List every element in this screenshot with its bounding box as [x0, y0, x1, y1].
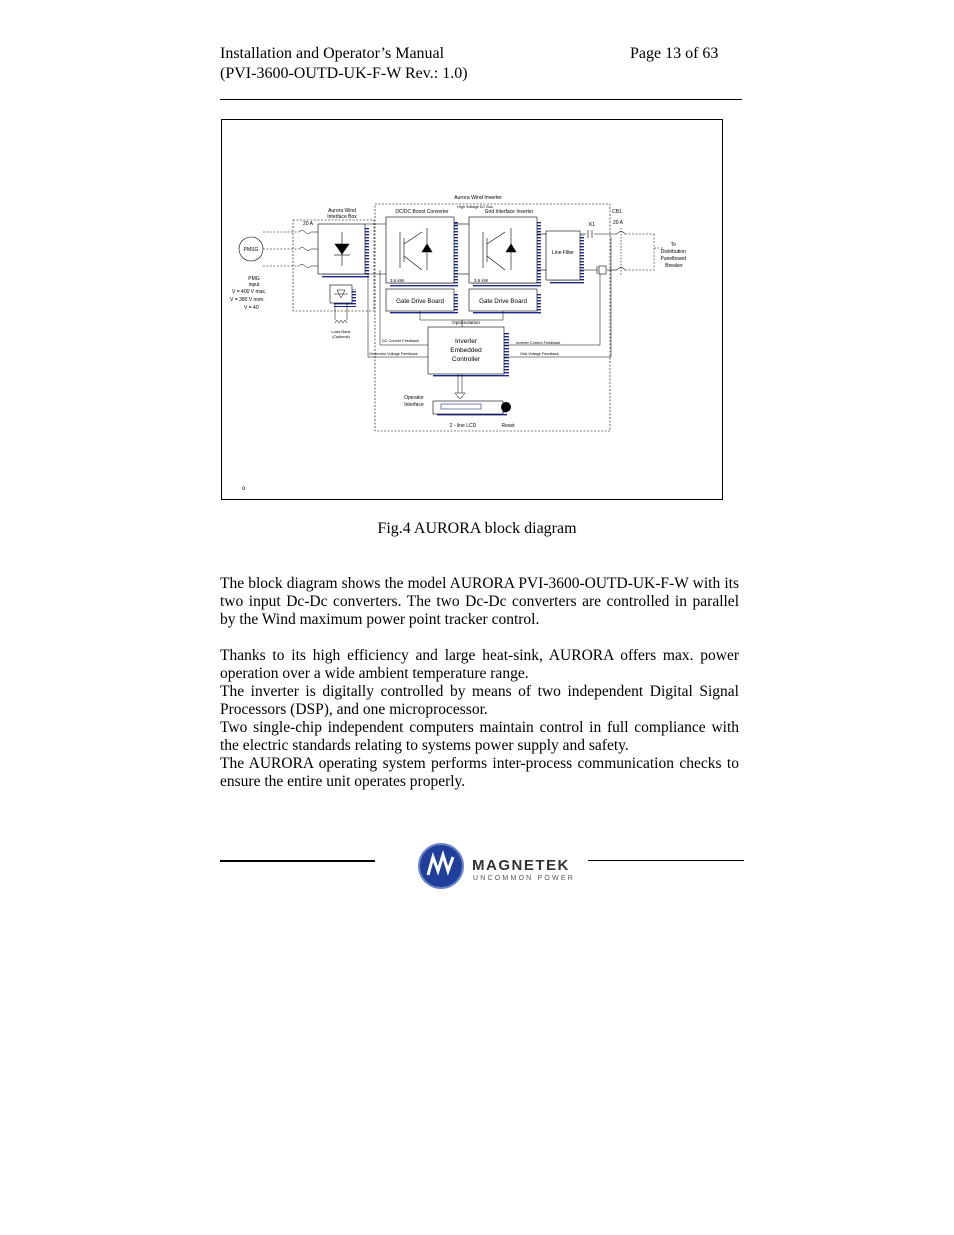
- paragraph-4: Two single-chip independent computers maintain control in full compliance with the electric standards relating to systems power supply and safety.: [220, 719, 739, 754]
- interface-box-label: Aurora Wind Interface Box: [327, 208, 357, 220]
- footer-rule-left: [220, 860, 375, 862]
- fuse-left-label: 20 A: [302, 221, 314, 227]
- lcd-label: 2 - line LCD: [449, 423, 477, 429]
- block-diagram: [222, 120, 724, 501]
- power-left-label: 3.6 kW: [390, 278, 405, 283]
- paragraph-1: The block diagram shows the model AURORA PVI-3600-OUTD-UK-F-W with its two input Dc-Dc converters. The two Dc-Dc converters are controlled in parallel by the Wind maximum power point tracker control.: [220, 575, 739, 628]
- cb1-breaker-icon: [617, 228, 625, 276]
- controller-label-2: Embedded: [450, 347, 482, 354]
- load-bank-label: Load Bank: [331, 329, 351, 334]
- manual-title-line2: (PVI-3600-OUTD-UK-F-W Rev.: 1.0): [220, 65, 468, 82]
- paragraph-block-2: [220, 647, 739, 791]
- grid-inverter-label: Grid Interface Inverter: [484, 209, 534, 215]
- manual-title-line1: Installation and Operator’s Manual: [220, 45, 445, 62]
- diagram-title: Aurora Wind Inverter: [454, 195, 502, 201]
- paragraph-2: Thanks to its high efficiency and large heat-sink, AURORA offers max. power operation over a wide ambient temperature range.: [220, 647, 739, 682]
- paragraph-3: The inverter is digitally controlled by means of two independent Digital Signal Processors (DSP), and one microprocessor.: [220, 683, 739, 718]
- k1-label: K1: [588, 222, 596, 228]
- lcd-screen: [441, 404, 481, 409]
- inverter-current-feedback-label: Inverter Current Feedback: [516, 341, 561, 345]
- figure-caption: Fig.4 AURORA block diagram: [377, 520, 577, 537]
- voc-label: V = 400 V max.: [232, 289, 267, 295]
- load-bank-optional-label: (Optional): [332, 334, 350, 339]
- dcdc-block: [386, 217, 454, 283]
- operator-label-2: Interface: [404, 402, 424, 408]
- vmpp-label: V = 40: [244, 305, 259, 311]
- grid-voltage-feedback-label: Grid Voltage Feedback: [520, 352, 559, 356]
- distribution-label: To Distribution Panelboard Breaker: [660, 242, 687, 269]
- generator-leads: [263, 232, 299, 266]
- gate-drive-2-label: Gate Drive Board: [479, 298, 527, 305]
- footer-rule-right: [588, 860, 744, 861]
- logo-brand: MAGNETEK: [472, 857, 570, 874]
- output-leads: [625, 234, 664, 270]
- hv-bus-label: High Voltage DC Bus: [457, 205, 493, 209]
- paragraph-block-1: [220, 575, 739, 629]
- gate-drive-1-label: Gate Drive Board: [396, 298, 444, 305]
- line-filter-label: Line Filter: [552, 250, 574, 256]
- paragraph-5: The AURORA operating system performs inter-process communication checks to ensure the entire unit operates properly.: [220, 755, 739, 790]
- pmg-label: PMG: [248, 276, 260, 282]
- fuse-right-label: 20 A: [612, 220, 624, 226]
- corner-mark: o: [242, 486, 246, 492]
- dc-current-feedback-label: DC Current Feedback: [382, 339, 419, 343]
- optoisolation-label: Optoisolation: [452, 321, 480, 326]
- manual-title: [220, 44, 468, 84]
- logo-tagline: UNCOMMON POWER: [473, 875, 575, 882]
- inverter-block: [469, 217, 537, 283]
- pmg-input-label: input: [248, 282, 260, 288]
- controller-label-1: Inverter: [454, 338, 478, 345]
- input-fuses: [299, 231, 318, 268]
- dcdc-label: DC/DC Boost Converter: [395, 209, 449, 215]
- magnetek-logo: [417, 843, 592, 889]
- controller-label-3: Controller: [451, 356, 481, 363]
- pmsg-label: PMSG: [243, 247, 259, 253]
- reset-label: Reset: [501, 423, 515, 429]
- operator-label-1: Operator: [404, 395, 424, 401]
- power-right-label: 3.6 kW: [474, 278, 489, 283]
- figure-frame: [221, 119, 723, 500]
- reset-button-icon: [501, 402, 511, 412]
- cb1-label: CB1: [612, 209, 622, 215]
- header-rule: [220, 99, 742, 100]
- magnetek-logo-graphic: [417, 843, 592, 889]
- generator-voltage-feedback-label: Generator Voltage Feedback: [369, 352, 418, 356]
- page-number: Page 13 of 63: [630, 45, 719, 62]
- k1-relay-icon: [588, 230, 606, 274]
- vnom-label: V = 380 V nom.: [230, 297, 265, 303]
